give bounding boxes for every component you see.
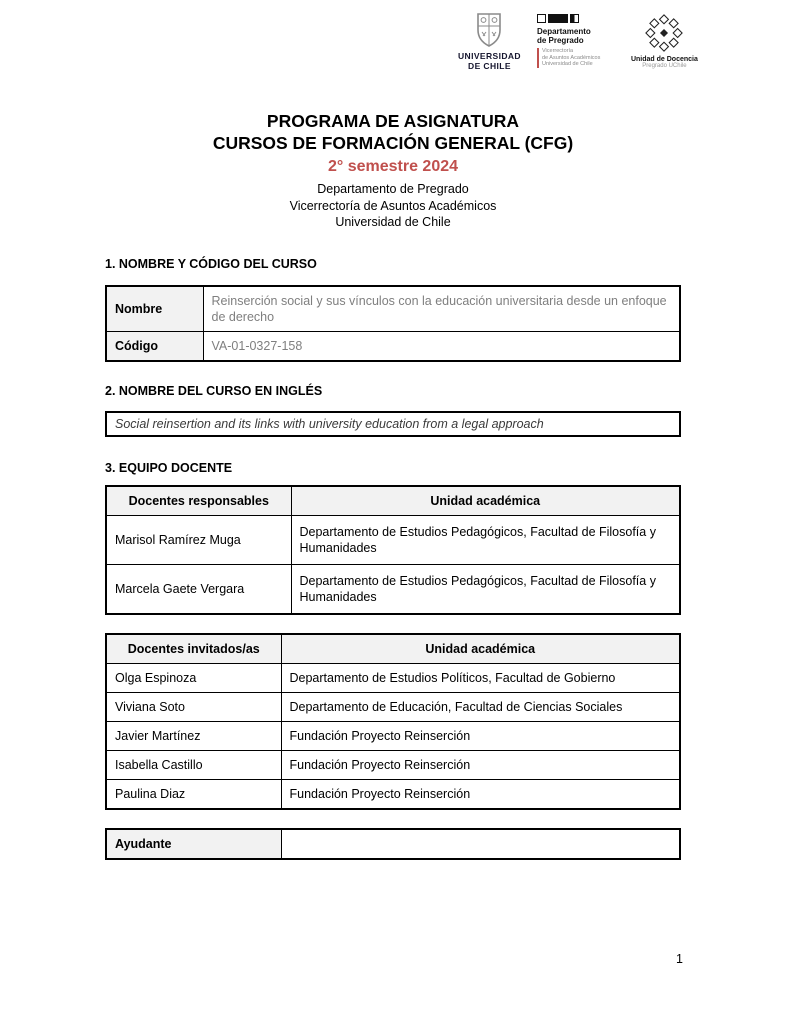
header-logos	[458, 12, 698, 71]
pregrado-logo	[537, 12, 615, 68]
invitados-row	[106, 779, 680, 809]
uchile-logo-text-line1: UNIVERSIDAD	[458, 51, 521, 61]
invitados-row	[106, 663, 680, 692]
docente-name: Olga Espinoza	[106, 663, 281, 692]
uchile-logo-text-line2: DE CHILE	[468, 61, 511, 71]
responsables-header-row	[106, 486, 680, 516]
invitados-header-row	[106, 634, 680, 664]
docencia-flower-icon	[643, 12, 685, 54]
pregrado-name-line2: de Pregrado	[536, 36, 584, 45]
docente-name: Isabella Castillo	[106, 750, 281, 779]
invitados-row	[106, 721, 680, 750]
ayudante-row	[106, 829, 680, 859]
course-name-table	[105, 285, 681, 362]
ayudante-table	[105, 828, 681, 860]
pregrado-logo-name	[537, 27, 591, 45]
docente-name: Paulina Diaz	[106, 779, 281, 809]
docente-unit: Fundación Proyecto Reinserción	[281, 779, 680, 809]
invitados-col2-header: Unidad académica	[281, 634, 680, 664]
header-sublines	[105, 181, 681, 231]
docente-name: Marisol Ramírez Muga	[106, 515, 291, 564]
semester-label: 2° semestre 2024	[327, 158, 459, 175]
docente-unit: Departamento de Educación, Facultad de Ciencias Sociales	[281, 692, 680, 721]
ayudante-label: Ayudante	[106, 829, 281, 859]
docencia-logo	[631, 12, 698, 69]
page-title-line2: CURSOS DE FORMACIÓN GENERAL (CFG)	[212, 133, 574, 153]
docencia-logo-text: Unidad de Docencia	[630, 56, 698, 63]
subline-vicerrectoria: Vicerrectoría de Asuntos Académicos	[289, 198, 497, 213]
codigo-label: Código	[106, 331, 203, 361]
pregrado-name-line1: Departamento	[536, 27, 591, 36]
english-name-table	[105, 411, 681, 437]
docente-unit: Departamento de Estudios Políticos, Facultad de Gobierno	[281, 663, 680, 692]
nombre-value: Reinserción social y sus vínculos con la educación universitaria desde un enfoque de derecho	[203, 286, 680, 332]
uchile-shield-icon	[474, 12, 504, 48]
docencia-logo-subtext: Pregrado UChile	[642, 63, 687, 69]
docente-name: Marcela Gaete Vergara	[106, 564, 291, 614]
responsables-row	[106, 564, 680, 614]
table-row-nombre	[106, 286, 680, 332]
table-row-english	[106, 412, 680, 436]
invitados-col1-header: Docentes invitados/as	[106, 634, 281, 664]
uchile-logo	[458, 12, 521, 71]
page-title-line1: PROGRAMA DE ASIGNATURA	[266, 111, 520, 131]
pregrado-logo-subtext	[537, 48, 600, 68]
responsables-table	[105, 485, 681, 615]
subline-university: Universidad de Chile	[335, 215, 451, 229]
nombre-label: Nombre	[106, 286, 203, 332]
codigo-value: VA-01-0327-158	[203, 331, 680, 361]
subline-department: Departamento de Pregrado	[317, 182, 469, 196]
table-row-codigo	[106, 331, 680, 361]
english-name-value: Social reinsertion and its links with university education from a legal approach	[106, 412, 680, 436]
section1-heading: 1. NOMBRE Y CÓDIGO DEL CURSO	[105, 256, 317, 271]
docente-unit: Fundación Proyecto Reinserción	[281, 750, 680, 779]
pregrado-logo-icon	[537, 12, 579, 24]
responsables-row	[106, 515, 680, 564]
section2-heading: 2. NOMBRE DEL CURSO EN INGLÉS	[105, 383, 323, 398]
docente-name: Viviana Soto	[106, 692, 281, 721]
invitados-row	[106, 750, 680, 779]
pregrado-sub-line2: de Asuntos Académicos	[541, 54, 601, 61]
section3-heading: 3. EQUIPO DOCENTE	[105, 460, 233, 475]
document-content	[105, 110, 681, 860]
pregrado-sub-line1: Vicerrectoría	[541, 48, 574, 54]
docente-name: Javier Martínez	[106, 721, 281, 750]
ayudante-value	[281, 829, 680, 859]
page-number: 1	[676, 952, 683, 966]
docente-unit: Departamento de Estudios Pedagógicos, Facultad de Filosofía y Humanidades	[291, 515, 680, 564]
docente-unit: Fundación Proyecto Reinserción	[281, 721, 680, 750]
pregrado-sub-line3: Universidad de Chile	[541, 61, 593, 67]
responsables-col1-header: Docentes responsables	[106, 486, 291, 516]
docente-unit: Departamento de Estudios Pedagógicos, Facultad de Filosofía y Humanidades	[291, 564, 680, 614]
responsables-col2-header: Unidad académica	[291, 486, 680, 516]
invitados-table	[105, 633, 681, 810]
invitados-row	[106, 692, 680, 721]
